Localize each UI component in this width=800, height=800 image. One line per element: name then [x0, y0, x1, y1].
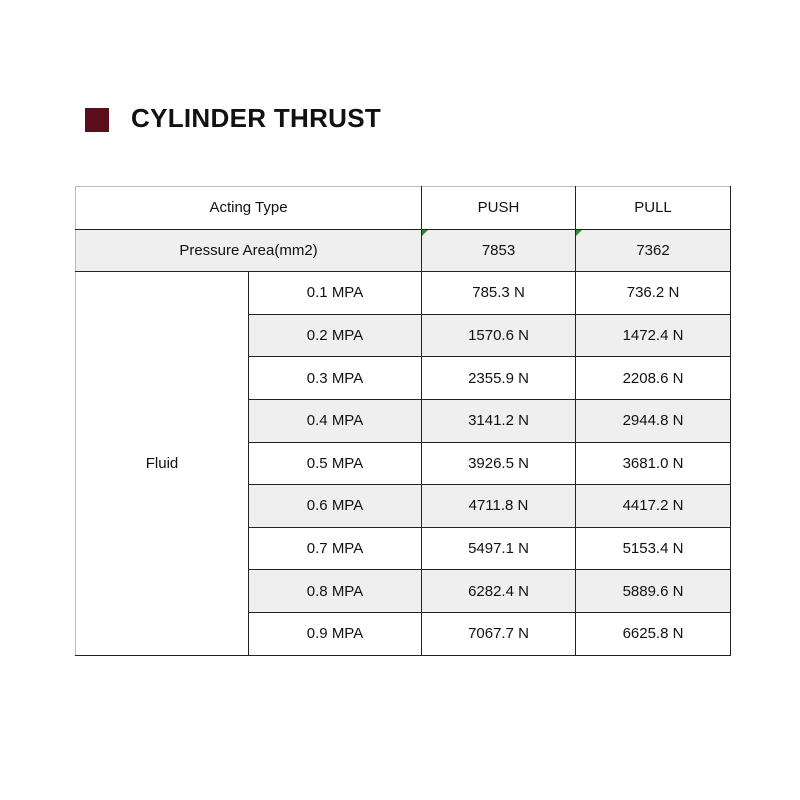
fluid-group-label: Fluid [76, 272, 249, 655]
pressure-cell: 0.6 MPA [249, 485, 422, 528]
pull-thrust-cell: 1472.4 N [576, 314, 731, 357]
push-column-header: PUSH [422, 187, 576, 230]
table-header-row [76, 187, 731, 230]
pull-thrust-cell: 6625.8 N [576, 612, 731, 655]
cell-comment-marker [576, 230, 582, 236]
pressure-cell: 0.5 MPA [249, 442, 422, 485]
push-thrust-cell: 7067.7 N [422, 612, 576, 655]
pull-thrust-cell: 736.2 N [576, 272, 731, 315]
pressure-cell: 0.3 MPA [249, 357, 422, 400]
acting-type-header: Acting Type [76, 187, 422, 230]
pressure-area-label: Pressure Area(mm2) [76, 229, 422, 272]
push-thrust-cell: 4711.8 N [422, 485, 576, 528]
pull-thrust-cell: 4417.2 N [576, 485, 731, 528]
page-title: CYLINDER THRUST [131, 103, 382, 133]
pull-thrust-cell: 2208.6 N [576, 357, 731, 400]
pressure-area-push-value: 7853 [481, 241, 516, 259]
pull-thrust-cell: 3681.0 N [576, 442, 731, 485]
table-row [76, 272, 731, 315]
pressure-area-row [76, 229, 731, 272]
push-thrust-cell: 3141.2 N [422, 399, 576, 442]
pressure-cell: 0.4 MPA [249, 399, 422, 442]
title-accent-square [85, 108, 109, 132]
push-thrust-cell: 5497.1 N [422, 527, 576, 570]
pull-thrust-cell: 2944.8 N [576, 399, 731, 442]
push-thrust-cell: 2355.9 N [422, 357, 576, 400]
pressure-cell: 0.2 MPA [249, 314, 422, 357]
cell-comment-marker [422, 230, 428, 236]
pressure-area-pull-value: 7362 [636, 241, 670, 259]
pressure-cell: 0.7 MPA [249, 527, 422, 570]
pull-thrust-cell: 5889.6 N [576, 570, 731, 613]
pressure-area-push-cell [422, 229, 576, 272]
push-thrust-cell: 1570.6 N [422, 314, 576, 357]
pressure-area-pull-cell [576, 229, 731, 272]
cylinder-thrust-table [75, 186, 731, 656]
pressure-cell: 0.9 MPA [249, 612, 422, 655]
pressure-cell: 0.1 MPA [249, 272, 422, 315]
pressure-cell: 0.8 MPA [249, 570, 422, 613]
push-thrust-cell: 785.3 N [422, 272, 576, 315]
push-thrust-cell: 6282.4 N [422, 570, 576, 613]
push-thrust-cell: 3926.5 N [422, 442, 576, 485]
pull-column-header: PULL [576, 187, 731, 230]
pull-thrust-cell: 5153.4 N [576, 527, 731, 570]
